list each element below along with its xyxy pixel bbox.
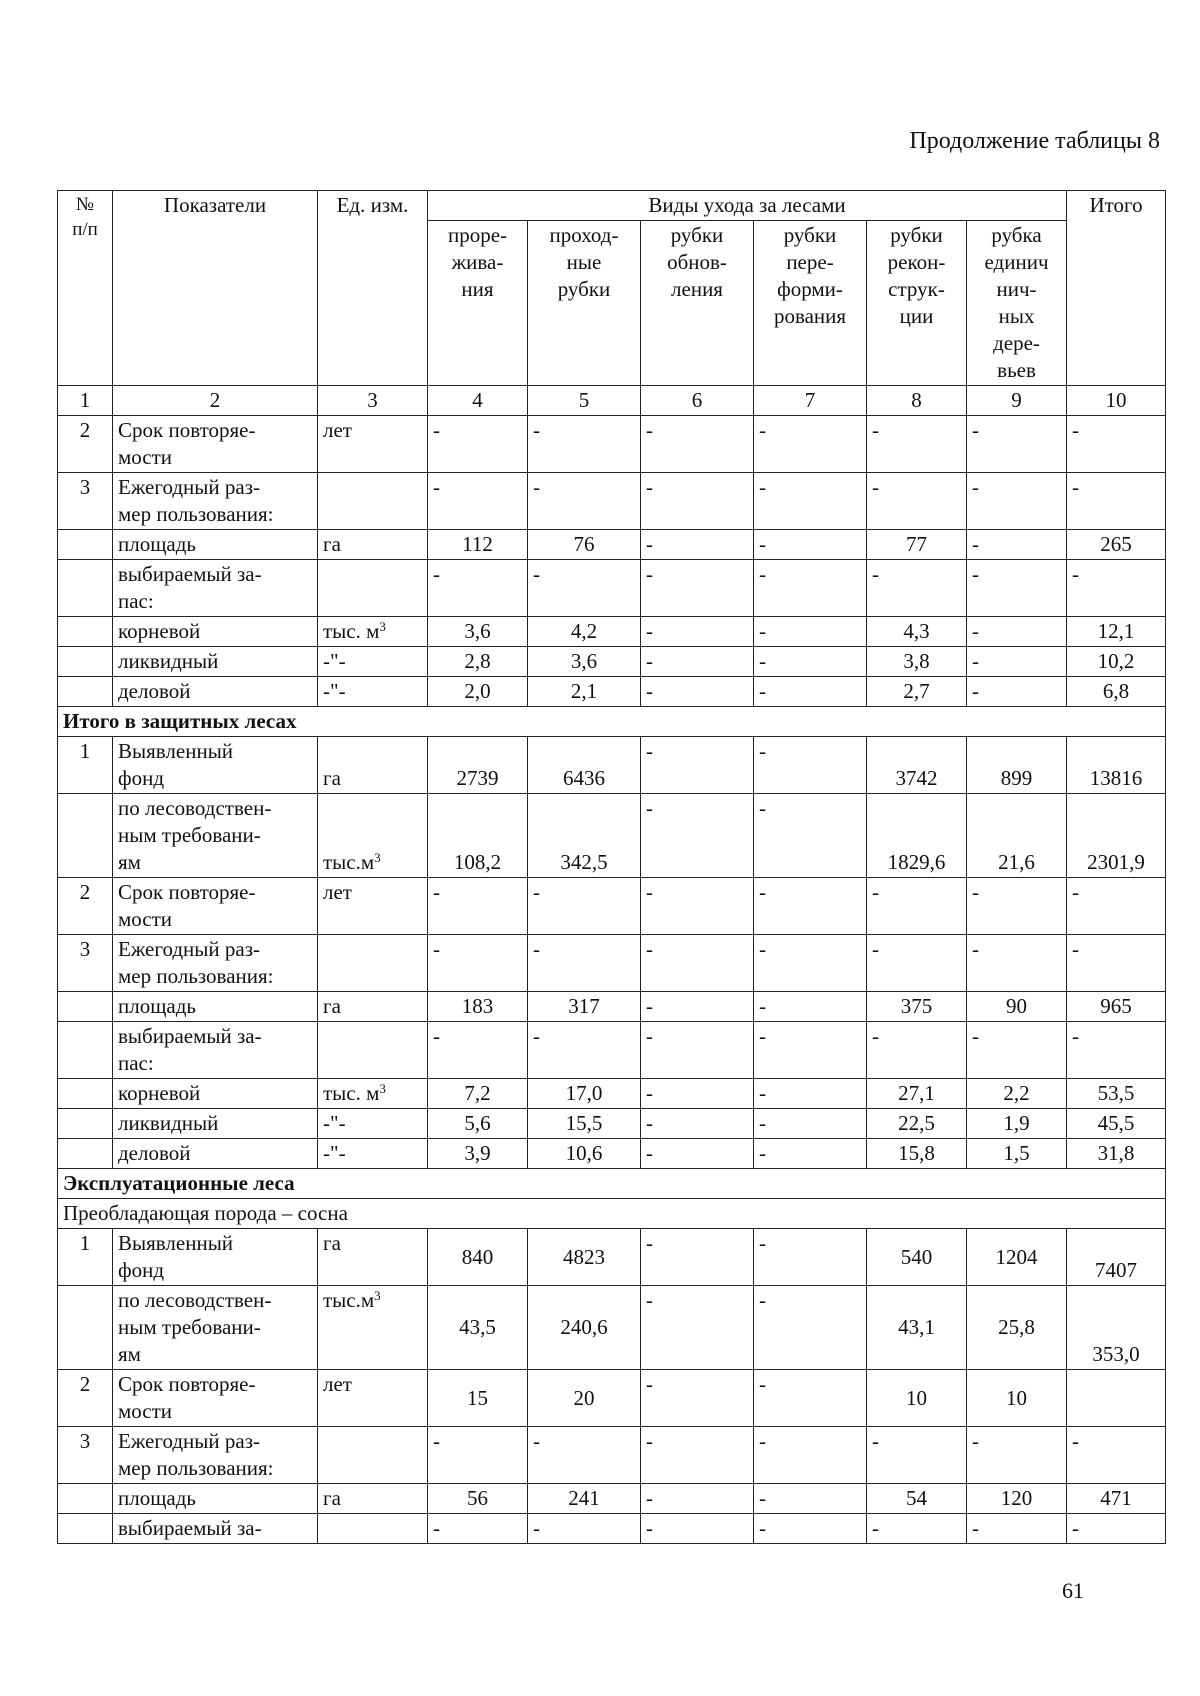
column-number: 4 <box>428 386 528 416</box>
row-number <box>58 1109 113 1139</box>
value-cell: 77 <box>867 530 967 560</box>
value-cell-dash: - <box>641 473 754 530</box>
value-cell: 2,2 <box>967 1079 1067 1109</box>
unit-text: га <box>323 532 341 556</box>
table-row <box>58 617 1166 647</box>
value-cell-dash: - <box>1067 560 1166 617</box>
value-cell-dash: - <box>1067 935 1166 992</box>
value-cell: 76 <box>528 530 641 560</box>
value-cell-dash: - <box>867 560 967 617</box>
column-number: 3 <box>318 386 428 416</box>
value-cell: 2301,9 <box>1067 794 1166 878</box>
unit-cell <box>318 1022 428 1079</box>
table-row <box>58 647 1166 677</box>
value-cell-dash: - <box>641 416 754 473</box>
indicator-label: выбираемый за- пас: <box>113 1022 318 1079</box>
value-cell-dash: - <box>428 878 528 935</box>
value-cell-dash: - <box>867 935 967 992</box>
value-cell: 3,8 <box>867 647 967 677</box>
unit-text: га <box>323 1231 341 1255</box>
table-body <box>58 191 1166 1544</box>
value-cell-dash: - <box>1067 878 1166 935</box>
value-cell-dash: - <box>528 1514 641 1544</box>
value-cell-dash: - <box>641 1022 754 1079</box>
section-row <box>58 707 1166 737</box>
unit-text: -"- <box>323 649 346 673</box>
unit-superscript: 3 <box>374 1288 381 1303</box>
value-cell-dash: - <box>967 1427 1067 1484</box>
section-title-exploitation: Эксплуатационные леса <box>58 1169 1166 1199</box>
value-cell: 3,6 <box>428 617 528 647</box>
value-cell: 120 <box>967 1484 1067 1514</box>
indicator-label: деловой <box>113 677 318 707</box>
value-cell-dash: - <box>867 878 967 935</box>
indicator-label: площадь <box>113 1484 318 1514</box>
value-cell-dash: - <box>754 416 867 473</box>
unit-cell <box>318 794 428 878</box>
row-number: 1 <box>58 737 113 794</box>
value-cell-dash: - <box>428 935 528 992</box>
column-number: 1 <box>58 386 113 416</box>
indicator-label: Ежегодный раз- мер пользования: <box>113 935 318 992</box>
row-number <box>58 1079 113 1109</box>
table-row <box>58 473 1166 530</box>
value-cell: 2739 <box>428 737 528 794</box>
unit-text: га <box>323 766 341 790</box>
value-cell: 2,0 <box>428 677 528 707</box>
value-cell-dash: - <box>867 416 967 473</box>
indicator-label: по лесоводствен- ным требовани- ям <box>113 1286 318 1370</box>
indicator-label: деловой <box>113 1139 318 1169</box>
table-row <box>58 1484 1166 1514</box>
row-number: 3 <box>58 935 113 992</box>
row-number: 3 <box>58 473 113 530</box>
value-cell: 90 <box>967 992 1067 1022</box>
value-cell-dash: - <box>641 1286 754 1370</box>
value-cell: 840 <box>428 1229 528 1286</box>
value-cell: 25,8 <box>967 1286 1067 1370</box>
indicator-label: площадь <box>113 992 318 1022</box>
unit-cell <box>318 1139 428 1169</box>
value-cell: 1,5 <box>967 1139 1067 1169</box>
row-number: 2 <box>58 416 113 473</box>
header-col-thinning: проре- жива- ния <box>428 221 528 386</box>
value-cell-dash: - <box>528 878 641 935</box>
header-total: Итого <box>1067 191 1166 386</box>
value-cell-dash: - <box>967 878 1067 935</box>
indicator-label: Выявленный фонд <box>113 1229 318 1286</box>
value-cell: 10,6 <box>528 1139 641 1169</box>
value-cell-dash: - <box>754 677 867 707</box>
value-cell: 342,5 <box>528 794 641 878</box>
value-cell-dash: - <box>428 1022 528 1079</box>
unit-cell <box>318 560 428 617</box>
unit-cell <box>318 1427 428 1484</box>
value-cell: 22,5 <box>867 1109 967 1139</box>
value-cell: 13816 <box>1067 737 1166 794</box>
value-cell-dash: - <box>641 1109 754 1139</box>
value-cell: 10 <box>967 1370 1067 1427</box>
column-number: 9 <box>967 386 1067 416</box>
unit-cell <box>318 1229 428 1286</box>
value-cell-dash: - <box>641 878 754 935</box>
value-cell: 1829,6 <box>867 794 967 878</box>
value-cell: 7407 <box>1067 1229 1166 1286</box>
row-number <box>58 1022 113 1079</box>
unit-text: -"- <box>323 679 346 703</box>
unit-text: -"- <box>323 1111 346 1135</box>
value-cell: 265 <box>1067 530 1166 560</box>
value-cell: 2,7 <box>867 677 967 707</box>
header-unit: Ед. изм. <box>318 191 428 386</box>
header-col-reformation-cuttings: рубки пере- форми- рования <box>754 221 867 386</box>
row-number <box>58 1484 113 1514</box>
value-cell-dash: - <box>754 737 867 794</box>
value-cell: 6436 <box>528 737 641 794</box>
value-cell-dash: - <box>754 992 867 1022</box>
value-cell-dash: - <box>641 737 754 794</box>
value-cell-dash: - <box>528 1022 641 1079</box>
value-cell-dash: - <box>428 1514 528 1544</box>
value-cell: 20 <box>528 1370 641 1427</box>
row-number: 1 <box>58 1229 113 1286</box>
row-number <box>58 1514 113 1544</box>
table-row <box>58 1427 1166 1484</box>
header-col-single-tree-cutting: рубка единич нич- ных дере- вьев <box>967 221 1067 386</box>
row-number <box>58 560 113 617</box>
value-cell-dash: - <box>754 1109 867 1139</box>
header-row-group <box>58 191 1166 221</box>
value-cell-dash: - <box>967 677 1067 707</box>
table-row <box>58 992 1166 1022</box>
unit-cell <box>318 473 428 530</box>
table-row <box>58 1139 1166 1169</box>
value-cell-dash: - <box>528 416 641 473</box>
indicator-label: корневой <box>113 617 318 647</box>
value-cell-dash: - <box>967 416 1067 473</box>
unit-text: -"- <box>323 1141 346 1165</box>
table-row <box>58 1079 1166 1109</box>
value-cell-dash: - <box>1067 1022 1166 1079</box>
value-cell: 10 <box>867 1370 967 1427</box>
value-cell: 15 <box>428 1370 528 1427</box>
section-row <box>58 1169 1166 1199</box>
table-row <box>58 1109 1166 1139</box>
value-cell-dash: - <box>641 647 754 677</box>
value-cell-dash: - <box>1067 1427 1166 1484</box>
value-cell-dash: - <box>967 1022 1067 1079</box>
value-cell-dash: - <box>641 1514 754 1544</box>
value-cell-dash: - <box>641 617 754 647</box>
unit-text: га <box>323 994 341 1018</box>
unit-cell <box>318 935 428 992</box>
value-cell <box>1067 1370 1166 1427</box>
value-cell: 471 <box>1067 1484 1166 1514</box>
unit-cell <box>318 992 428 1022</box>
table-row <box>58 1370 1166 1427</box>
value-cell: 1,9 <box>967 1109 1067 1139</box>
indicator-label: ликвидный <box>113 647 318 677</box>
value-cell: 108,2 <box>428 794 528 878</box>
table-row <box>58 878 1166 935</box>
value-cell-dash: - <box>641 1370 754 1427</box>
table-row <box>58 1229 1166 1286</box>
value-cell-dash: - <box>754 617 867 647</box>
value-cell-dash: - <box>754 935 867 992</box>
unit-cell <box>318 1370 428 1427</box>
table-row <box>58 1514 1166 1544</box>
value-cell-dash: - <box>641 794 754 878</box>
header-col-reconstruction-cuttings: рубки рекон- струк- ции <box>867 221 967 386</box>
row-number <box>58 530 113 560</box>
value-cell: 183 <box>428 992 528 1022</box>
value-cell-dash: - <box>754 647 867 677</box>
table-caption: Продолжение таблицы 8 <box>909 128 1160 154</box>
column-number: 5 <box>528 386 641 416</box>
value-cell-dash: - <box>1067 1514 1166 1544</box>
value-cell: 17,0 <box>528 1079 641 1109</box>
row-number <box>58 677 113 707</box>
value-cell: 1204 <box>967 1229 1067 1286</box>
value-cell: 53,5 <box>1067 1079 1166 1109</box>
table-row <box>58 1286 1166 1370</box>
section-title-protective: Итого в защитных лесах <box>58 707 1166 737</box>
unit-cell <box>318 677 428 707</box>
section-row <box>58 1199 1166 1229</box>
table-row <box>58 530 1166 560</box>
column-number: 8 <box>867 386 967 416</box>
value-cell-dash: - <box>754 560 867 617</box>
value-cell-dash: - <box>1067 416 1166 473</box>
value-cell-dash: - <box>428 473 528 530</box>
row-number: 2 <box>58 878 113 935</box>
value-cell-dash: - <box>641 1139 754 1169</box>
value-cell-dash: - <box>641 530 754 560</box>
unit-text: лет <box>323 880 352 904</box>
value-cell-dash: - <box>641 1229 754 1286</box>
value-cell-dash: - <box>754 1427 867 1484</box>
value-cell: 3,6 <box>528 647 641 677</box>
table-row <box>58 935 1166 992</box>
value-cell-dash: - <box>641 1427 754 1484</box>
value-cell: 112 <box>428 530 528 560</box>
value-cell: 10,2 <box>1067 647 1166 677</box>
value-cell-dash: - <box>641 992 754 1022</box>
unit-cell <box>318 647 428 677</box>
value-cell: 15,5 <box>528 1109 641 1139</box>
value-cell: 965 <box>1067 992 1166 1022</box>
value-cell-dash: - <box>641 935 754 992</box>
value-cell-dash: - <box>967 530 1067 560</box>
indicator-label: ликвидный <box>113 1109 318 1139</box>
indicator-label: выбираемый за- пас: <box>113 560 318 617</box>
header-indicators: Показатели <box>113 191 318 386</box>
value-cell-dash: - <box>641 1484 754 1514</box>
header-num: № п/п <box>58 191 113 386</box>
value-cell: 2,1 <box>528 677 641 707</box>
value-cell: 43,5 <box>428 1286 528 1370</box>
value-cell-dash: - <box>967 647 1067 677</box>
value-cell-dash: - <box>754 878 867 935</box>
column-number: 6 <box>641 386 754 416</box>
unit-text: лет <box>323 1372 352 1396</box>
unit-cell <box>318 737 428 794</box>
unit-cell <box>318 878 428 935</box>
unit-text: тыс.м <box>323 1288 375 1312</box>
unit-cell <box>318 416 428 473</box>
value-cell-dash: - <box>754 1079 867 1109</box>
value-cell: 27,1 <box>867 1079 967 1109</box>
indicator-label: Срок повторяе- мости <box>113 878 318 935</box>
value-cell: 56 <box>428 1484 528 1514</box>
value-cell-dash: - <box>754 1229 867 1286</box>
unit-cell <box>318 1484 428 1514</box>
unit-text: тыс. м <box>323 619 380 643</box>
value-cell-dash: - <box>867 1427 967 1484</box>
value-cell-dash: - <box>754 1514 867 1544</box>
unit-superscript: 3 <box>374 850 381 865</box>
value-cell: 15,8 <box>867 1139 967 1169</box>
unit-cell <box>318 1109 428 1139</box>
value-cell: 43,1 <box>867 1286 967 1370</box>
column-number: 10 <box>1067 386 1166 416</box>
value-cell: 7,2 <box>428 1079 528 1109</box>
row-number <box>58 647 113 677</box>
indicator-label: Ежегодный раз- мер пользования: <box>113 1427 318 1484</box>
value-cell: 375 <box>867 992 967 1022</box>
subsection-title-pine: Преобладающая порода – сосна <box>58 1199 1166 1229</box>
value-cell-dash: - <box>528 473 641 530</box>
column-numbers-row <box>58 386 1166 416</box>
value-cell-dash: - <box>641 560 754 617</box>
header-care-types: Виды ухода за лесами <box>428 191 1067 221</box>
indicator-label: по лесоводствен- ным требовани- ям <box>113 794 318 878</box>
value-cell: 4,3 <box>867 617 967 647</box>
row-number: 2 <box>58 1370 113 1427</box>
value-cell-dash: - <box>967 935 1067 992</box>
value-cell: 45,5 <box>1067 1109 1166 1139</box>
value-cell-dash: - <box>1067 473 1166 530</box>
value-cell-dash: - <box>428 1427 528 1484</box>
value-cell: 3742 <box>867 737 967 794</box>
value-cell: 2,8 <box>428 647 528 677</box>
value-cell-dash: - <box>428 416 528 473</box>
indicator-label: Срок повторяе- мости <box>113 1370 318 1427</box>
unit-cell <box>318 1079 428 1109</box>
value-cell-dash: - <box>867 473 967 530</box>
unit-cell <box>318 1514 428 1544</box>
column-number: 7 <box>754 386 867 416</box>
row-number <box>58 794 113 878</box>
unit-text: лет <box>323 418 352 442</box>
indicator-label: Выявленный фонд <box>113 737 318 794</box>
table-row <box>58 794 1166 878</box>
value-cell: 899 <box>967 737 1067 794</box>
value-cell-dash: - <box>754 1139 867 1169</box>
value-cell: 240,6 <box>528 1286 641 1370</box>
value-cell: 31,8 <box>1067 1139 1166 1169</box>
value-cell: 54 <box>867 1484 967 1514</box>
value-cell-dash: - <box>967 1514 1067 1544</box>
value-cell-dash: - <box>641 1079 754 1109</box>
value-cell: 6,8 <box>1067 677 1166 707</box>
value-cell-dash: - <box>867 1022 967 1079</box>
unit-text: га <box>323 1486 341 1510</box>
value-cell-dash: - <box>967 617 1067 647</box>
forest-care-table <box>57 190 1166 1544</box>
header-col-passage-cuttings: проход- ные рубки <box>528 221 641 386</box>
value-cell-dash: - <box>967 560 1067 617</box>
unit-superscript: 3 <box>379 1081 386 1096</box>
unit-text: тыс.м <box>323 850 375 874</box>
row-number: 3 <box>58 1427 113 1484</box>
row-number <box>58 617 113 647</box>
value-cell-dash: - <box>754 794 867 878</box>
table-row <box>58 737 1166 794</box>
value-cell-dash: - <box>641 677 754 707</box>
indicator-label: корневой <box>113 1079 318 1109</box>
row-number <box>58 992 113 1022</box>
indicator-label: Срок повторяе- мости <box>113 416 318 473</box>
unit-cell <box>318 617 428 647</box>
table-row <box>58 560 1166 617</box>
value-cell-dash: - <box>754 1286 867 1370</box>
value-cell-dash: - <box>867 1514 967 1544</box>
page-number: 61 <box>1062 1578 1084 1603</box>
value-cell-dash: - <box>967 473 1067 530</box>
indicator-label: Ежегодный раз- мер пользования: <box>113 473 318 530</box>
value-cell: 4823 <box>528 1229 641 1286</box>
table-row <box>58 677 1166 707</box>
value-cell: 241 <box>528 1484 641 1514</box>
row-number <box>58 1139 113 1169</box>
value-cell: 21,6 <box>967 794 1067 878</box>
table-row <box>58 1022 1166 1079</box>
value-cell-dash: - <box>428 560 528 617</box>
value-cell-dash: - <box>528 560 641 617</box>
unit-text: тыс. м <box>323 1081 380 1105</box>
value-cell-dash: - <box>528 935 641 992</box>
value-cell-dash: - <box>754 1484 867 1514</box>
row-number <box>58 1286 113 1370</box>
value-cell: 4,2 <box>528 617 641 647</box>
value-cell: 12,1 <box>1067 617 1166 647</box>
column-number: 2 <box>113 386 318 416</box>
unit-superscript: 3 <box>379 619 386 634</box>
value-cell: 540 <box>867 1229 967 1286</box>
value-cell: 5,6 <box>428 1109 528 1139</box>
value-cell-dash: - <box>754 1370 867 1427</box>
value-cell: 353,0 <box>1067 1286 1166 1370</box>
value-cell-dash: - <box>754 473 867 530</box>
value-cell-dash: - <box>754 530 867 560</box>
header-col-renewal-cuttings: рубки обнов- ления <box>641 221 754 386</box>
unit-cell <box>318 1286 428 1370</box>
table-row <box>58 416 1166 473</box>
indicator-label: площадь <box>113 530 318 560</box>
value-cell: 317 <box>528 992 641 1022</box>
value-cell: 3,9 <box>428 1139 528 1169</box>
value-cell-dash: - <box>754 1022 867 1079</box>
unit-cell <box>318 530 428 560</box>
indicator-label: выбираемый за- <box>113 1514 318 1544</box>
value-cell-dash: - <box>528 1427 641 1484</box>
